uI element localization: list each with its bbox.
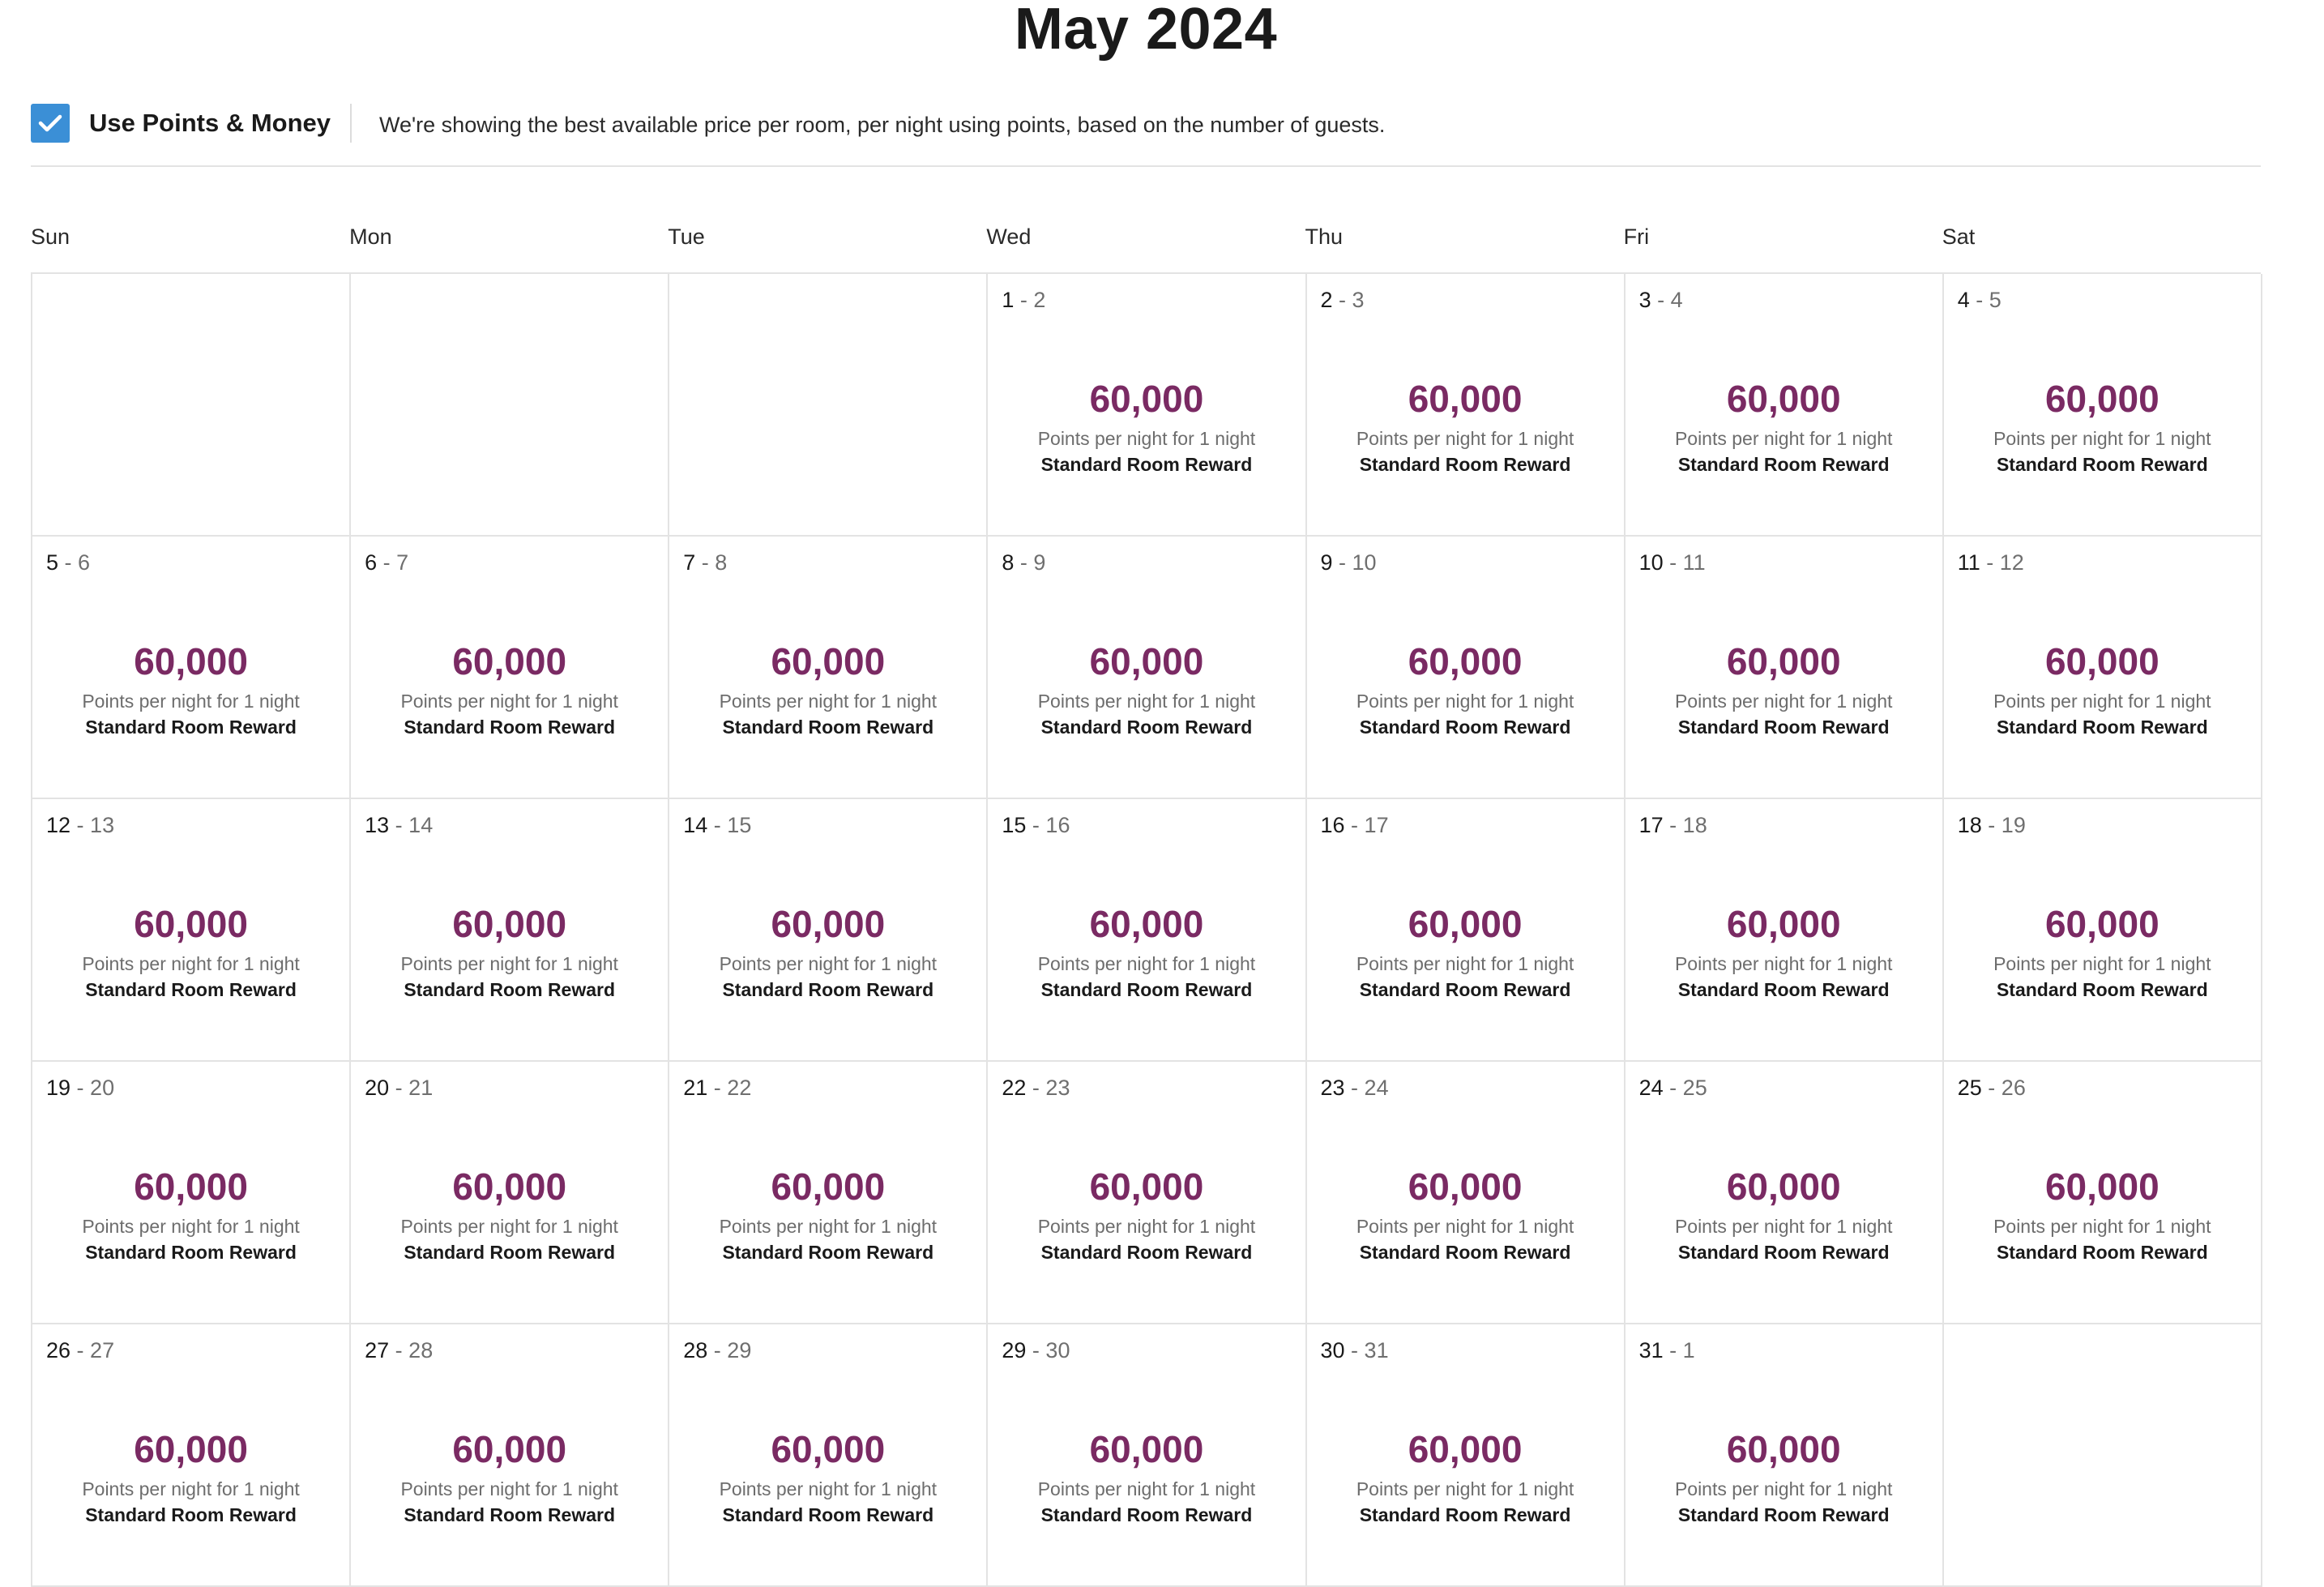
day-cell[interactable] bbox=[988, 274, 1306, 537]
points-price: 60,000 bbox=[134, 1428, 248, 1470]
points-price: 60,000 bbox=[2044, 378, 2160, 420]
room-reward-label: Standard Room Reward bbox=[1040, 454, 1253, 475]
date-range bbox=[683, 1073, 751, 1102]
date-separator: - bbox=[1344, 1076, 1365, 1100]
date-range bbox=[46, 811, 114, 840]
points-price: 60,000 bbox=[1408, 1166, 1523, 1208]
room-reward-label: Standard Room Reward bbox=[1677, 717, 1890, 738]
points-price: 60,000 bbox=[1089, 1428, 1204, 1470]
check-out-date: 31 bbox=[1364, 1338, 1389, 1362]
empty-day-cell bbox=[1944, 1324, 2262, 1587]
check-in-date: 21 bbox=[683, 1076, 708, 1100]
check-in-date: 28 bbox=[683, 1338, 708, 1362]
points-per-night-label: Points per night for 1 night bbox=[1993, 953, 2211, 974]
points-price: 60,000 bbox=[2044, 640, 2160, 682]
check-in-date: 13 bbox=[365, 813, 390, 837]
check-out-date: 9 bbox=[1033, 550, 1046, 575]
points-per-night-label: Points per night for 1 night bbox=[400, 1216, 618, 1237]
use-points-label[interactable]: Use Points & Money bbox=[89, 109, 331, 137]
date-separator: - bbox=[1980, 550, 2000, 575]
points-price: 60,000 bbox=[452, 1428, 567, 1470]
check-out-date: 8 bbox=[715, 550, 728, 575]
room-reward-label: Standard Room Reward bbox=[1359, 1504, 1571, 1525]
check-out-date: 15 bbox=[727, 813, 752, 837]
points-toolbar bbox=[31, 104, 2261, 167]
day-cell[interactable] bbox=[1626, 1062, 1944, 1324]
room-reward-label: Standard Room Reward bbox=[1677, 1504, 1890, 1525]
date-separator: - bbox=[70, 813, 91, 837]
day-cell[interactable] bbox=[988, 1324, 1306, 1587]
room-reward-label: Standard Room Reward bbox=[1359, 979, 1571, 1000]
date-range bbox=[1002, 285, 1045, 314]
room-reward-label: Standard Room Reward bbox=[1359, 454, 1571, 475]
points-per-night-label: Points per night for 1 night bbox=[1037, 1216, 1256, 1237]
date-range bbox=[46, 1073, 114, 1102]
day-cell[interactable] bbox=[32, 537, 351, 799]
points-per-night-label: Points per night for 1 night bbox=[1993, 1216, 2211, 1237]
date-separator: - bbox=[1026, 1338, 1046, 1362]
points-price: 60,000 bbox=[771, 1428, 886, 1470]
weekday-tue: Tue bbox=[668, 225, 705, 249]
toolbar-divider bbox=[350, 104, 352, 143]
points-price: 60,000 bbox=[1726, 640, 1841, 682]
date-range bbox=[365, 548, 408, 577]
check-in-date: 4 bbox=[1957, 288, 1970, 312]
day-cell[interactable] bbox=[1626, 274, 1944, 537]
date-range bbox=[1639, 285, 1683, 314]
points-per-night-label: Points per night for 1 night bbox=[400, 1478, 618, 1499]
date-range bbox=[1321, 548, 1377, 577]
check-out-date: 13 bbox=[90, 813, 115, 837]
points-price: 60,000 bbox=[1726, 1166, 1841, 1208]
points-per-night-label: Points per night for 1 night bbox=[719, 953, 938, 974]
day-cell[interactable] bbox=[1944, 1062, 2262, 1324]
day-cell[interactable] bbox=[351, 1062, 669, 1324]
date-separator: - bbox=[1014, 550, 1034, 575]
points-per-night-label: Points per night for 1 night bbox=[1674, 428, 1893, 449]
points-price: 60,000 bbox=[2044, 1166, 2160, 1208]
check-out-date: 16 bbox=[1045, 813, 1070, 837]
room-reward-label: Standard Room Reward bbox=[85, 1242, 297, 1263]
date-range bbox=[1321, 1073, 1389, 1102]
date-separator: - bbox=[1663, 813, 1683, 837]
check-in-date: 10 bbox=[1638, 550, 1664, 575]
day-cell[interactable] bbox=[32, 799, 351, 1062]
weekday-wed: Wed bbox=[986, 225, 1032, 249]
points-per-night-label: Points per night for 1 night bbox=[1356, 1478, 1574, 1499]
room-reward-label: Standard Room Reward bbox=[404, 1242, 616, 1263]
date-range bbox=[1639, 1073, 1707, 1102]
weekday-fri: Fri bbox=[1623, 225, 1650, 249]
points-per-night-label: Points per night for 1 night bbox=[400, 691, 618, 712]
date-range bbox=[365, 1073, 433, 1102]
weekday-sun: Sun bbox=[31, 225, 70, 249]
check-in-date: 22 bbox=[1002, 1076, 1027, 1100]
weekday-sat: Sat bbox=[1942, 225, 1976, 249]
date-range bbox=[46, 548, 90, 577]
room-reward-label: Standard Room Reward bbox=[1677, 1242, 1890, 1263]
room-reward-label: Standard Room Reward bbox=[85, 1504, 297, 1525]
room-reward-label: Standard Room Reward bbox=[1996, 979, 2208, 1000]
points-per-night-label: Points per night for 1 night bbox=[719, 1478, 938, 1499]
check-in-date: 8 bbox=[1002, 550, 1015, 575]
date-separator: - bbox=[70, 1076, 91, 1100]
date-separator: - bbox=[695, 550, 716, 575]
check-out-date: 7 bbox=[396, 550, 409, 575]
date-separator: - bbox=[1332, 550, 1352, 575]
weekday-thu: Thu bbox=[1305, 225, 1344, 249]
points-per-night-label: Points per night for 1 night bbox=[719, 691, 938, 712]
date-range bbox=[1321, 285, 1365, 314]
date-separator: - bbox=[1663, 1076, 1683, 1100]
points-price: 60,000 bbox=[1089, 903, 1204, 945]
check-in-date: 7 bbox=[683, 550, 696, 575]
room-reward-label: Standard Room Reward bbox=[1677, 454, 1890, 475]
points-per-night-label: Points per night for 1 night bbox=[1037, 428, 1256, 449]
room-reward-label: Standard Room Reward bbox=[1359, 717, 1571, 738]
day-cell[interactable] bbox=[1307, 274, 1626, 537]
date-separator: - bbox=[1981, 1076, 2001, 1100]
points-per-night-label: Points per night for 1 night bbox=[82, 691, 300, 712]
check-in-date: 9 bbox=[1320, 550, 1333, 575]
check-out-date: 1 bbox=[1682, 1338, 1695, 1362]
check-in-date: 24 bbox=[1638, 1076, 1664, 1100]
room-reward-label: Standard Room Reward bbox=[404, 979, 616, 1000]
date-range bbox=[1958, 811, 2026, 840]
room-reward-label: Standard Room Reward bbox=[1040, 1504, 1253, 1525]
date-range bbox=[1002, 1336, 1070, 1365]
room-reward-label: Standard Room Reward bbox=[1040, 979, 1253, 1000]
points-price: 60,000 bbox=[1408, 640, 1523, 682]
room-reward-label: Standard Room Reward bbox=[722, 979, 934, 1000]
points-price: 60,000 bbox=[452, 1166, 567, 1208]
check-out-date: 23 bbox=[1045, 1076, 1070, 1100]
check-out-date: 27 bbox=[90, 1338, 115, 1362]
date-range bbox=[1958, 285, 2001, 314]
date-range bbox=[1321, 811, 1389, 840]
room-reward-label: Standard Room Reward bbox=[85, 979, 297, 1000]
points-per-night-label: Points per night for 1 night bbox=[82, 1478, 300, 1499]
check-in-date: 23 bbox=[1320, 1076, 1345, 1100]
day-cell[interactable] bbox=[1307, 537, 1626, 799]
date-separator: - bbox=[1344, 1338, 1365, 1362]
points-per-night-label: Points per night for 1 night bbox=[1674, 953, 1893, 974]
date-range bbox=[365, 1336, 433, 1365]
points-price: 60,000 bbox=[1408, 378, 1523, 420]
points-price: 60,000 bbox=[771, 1166, 886, 1208]
check-out-date: 10 bbox=[1352, 550, 1377, 575]
date-separator: - bbox=[377, 550, 397, 575]
date-separator: - bbox=[1663, 550, 1683, 575]
date-range bbox=[683, 1336, 751, 1365]
date-range bbox=[683, 548, 727, 577]
room-reward-label: Standard Room Reward bbox=[1040, 1242, 1253, 1263]
points-per-night-label: Points per night for 1 night bbox=[82, 953, 300, 974]
date-separator: - bbox=[389, 813, 409, 837]
checkmark-icon bbox=[38, 113, 62, 133]
date-separator: - bbox=[707, 1076, 728, 1100]
room-reward-label: Standard Room Reward bbox=[722, 1242, 934, 1263]
points-per-night-label: Points per night for 1 night bbox=[1356, 691, 1574, 712]
day-cell[interactable] bbox=[669, 799, 988, 1062]
check-in-date: 12 bbox=[46, 813, 71, 837]
check-out-date: 25 bbox=[1682, 1076, 1707, 1100]
points-price: 60,000 bbox=[771, 640, 886, 682]
date-separator: - bbox=[389, 1076, 409, 1100]
points-per-night-label: Points per night for 1 night bbox=[1037, 953, 1256, 974]
points-price: 60,000 bbox=[1726, 903, 1841, 945]
check-out-date: 22 bbox=[727, 1076, 752, 1100]
check-in-date: 27 bbox=[365, 1338, 390, 1362]
check-in-date: 1 bbox=[1002, 288, 1015, 312]
check-out-date: 14 bbox=[408, 813, 434, 837]
date-separator: - bbox=[1332, 288, 1352, 312]
day-cell[interactable] bbox=[1626, 537, 1944, 799]
date-range bbox=[1321, 1336, 1389, 1365]
check-out-date: 2 bbox=[1033, 288, 1046, 312]
check-in-date: 20 bbox=[365, 1076, 390, 1100]
empty-day-cell bbox=[669, 274, 988, 537]
date-separator: - bbox=[1026, 1076, 1046, 1100]
check-in-date: 2 bbox=[1320, 288, 1333, 312]
date-range bbox=[683, 811, 751, 840]
check-out-date: 26 bbox=[2001, 1076, 2026, 1100]
day-cell[interactable] bbox=[1626, 799, 1944, 1062]
month-title: May 2024 bbox=[1014, 0, 1278, 62]
check-out-date: 17 bbox=[1364, 813, 1389, 837]
date-range bbox=[46, 1336, 114, 1365]
points-price: 60,000 bbox=[771, 903, 886, 945]
day-cell[interactable] bbox=[1307, 799, 1626, 1062]
check-out-date: 12 bbox=[1999, 550, 2024, 575]
points-per-night-label: Points per night for 1 night bbox=[719, 1216, 938, 1237]
check-in-date: 25 bbox=[1957, 1076, 1982, 1100]
check-in-date: 3 bbox=[1638, 288, 1651, 312]
day-cell[interactable] bbox=[988, 799, 1306, 1062]
date-separator: - bbox=[1651, 288, 1671, 312]
day-cell[interactable] bbox=[32, 1324, 351, 1587]
points-per-night-label: Points per night for 1 night bbox=[82, 1216, 300, 1237]
day-cell[interactable] bbox=[669, 537, 988, 799]
date-range bbox=[1002, 1073, 1070, 1102]
room-reward-label: Standard Room Reward bbox=[1996, 1242, 2208, 1263]
date-separator: - bbox=[1026, 813, 1046, 837]
check-in-date: 19 bbox=[46, 1076, 71, 1100]
use-points-checkbox[interactable] bbox=[31, 104, 70, 143]
date-range bbox=[365, 811, 433, 840]
check-out-date: 19 bbox=[2001, 813, 2026, 837]
check-in-date: 18 bbox=[1957, 813, 1982, 837]
room-reward-label: Standard Room Reward bbox=[1040, 717, 1253, 738]
day-cell[interactable] bbox=[1626, 1324, 1944, 1587]
points-price: 60,000 bbox=[134, 640, 248, 682]
room-reward-label: Standard Room Reward bbox=[722, 1504, 934, 1525]
points-price: 60,000 bbox=[452, 903, 567, 945]
room-reward-label: Standard Room Reward bbox=[404, 1504, 616, 1525]
points-price: 60,000 bbox=[134, 1166, 248, 1208]
room-reward-label: Standard Room Reward bbox=[404, 717, 616, 738]
weekday-mon: Mon bbox=[349, 225, 392, 249]
check-out-date: 20 bbox=[90, 1076, 115, 1100]
date-range bbox=[1639, 548, 1706, 577]
day-cell[interactable] bbox=[988, 537, 1306, 799]
check-in-date: 30 bbox=[1320, 1338, 1345, 1362]
points-per-night-label: Points per night for 1 night bbox=[1356, 428, 1574, 449]
empty-day-cell bbox=[32, 274, 351, 537]
points-price: 60,000 bbox=[1408, 1428, 1523, 1470]
points-per-night-label: Points per night for 1 night bbox=[1674, 691, 1893, 712]
weekday-header bbox=[31, 220, 2261, 253]
date-range bbox=[1002, 811, 1070, 840]
date-separator: - bbox=[1014, 288, 1034, 312]
day-cell[interactable] bbox=[1944, 537, 2262, 799]
check-out-date: 18 bbox=[1682, 813, 1707, 837]
check-out-date: 4 bbox=[1670, 288, 1683, 312]
points-price: 60,000 bbox=[1408, 903, 1523, 945]
date-separator: - bbox=[707, 813, 728, 837]
points-price: 60,000 bbox=[1089, 378, 1204, 420]
points-price: 60,000 bbox=[2044, 903, 2160, 945]
date-range bbox=[1958, 548, 2024, 577]
calendar-grid bbox=[31, 272, 2261, 1587]
check-in-date: 16 bbox=[1320, 813, 1345, 837]
check-out-date: 6 bbox=[78, 550, 91, 575]
day-cell[interactable] bbox=[1944, 799, 2262, 1062]
check-in-date: 26 bbox=[46, 1338, 71, 1362]
day-cell[interactable] bbox=[1944, 274, 2262, 537]
empty-day-cell bbox=[351, 274, 669, 537]
check-in-date: 14 bbox=[683, 813, 708, 837]
date-separator: - bbox=[1981, 813, 2001, 837]
check-out-date: 3 bbox=[1352, 288, 1365, 312]
date-separator: - bbox=[58, 550, 79, 575]
points-price: 60,000 bbox=[1726, 1428, 1841, 1470]
room-reward-label: Standard Room Reward bbox=[722, 717, 934, 738]
points-per-night-label: Points per night for 1 night bbox=[1674, 1216, 1893, 1237]
date-separator: - bbox=[389, 1338, 409, 1362]
points-per-night-label: Points per night for 1 night bbox=[1674, 1478, 1893, 1499]
date-separator: - bbox=[1969, 288, 1989, 312]
check-in-date: 15 bbox=[1002, 813, 1027, 837]
day-cell[interactable] bbox=[351, 1324, 669, 1587]
points-price: 60,000 bbox=[1089, 640, 1204, 682]
points-price: 60,000 bbox=[1089, 1166, 1204, 1208]
day-cell[interactable] bbox=[1307, 1062, 1626, 1324]
pricing-info-text: We're showing the best available price per room, per night using points, based on the number of guests. bbox=[379, 113, 1386, 137]
room-reward-label: Standard Room Reward bbox=[85, 717, 297, 738]
date-range bbox=[1958, 1073, 2026, 1102]
points-price: 60,000 bbox=[452, 640, 567, 682]
date-range bbox=[1639, 1336, 1695, 1365]
day-cell[interactable] bbox=[351, 537, 669, 799]
day-cell[interactable] bbox=[32, 1062, 351, 1324]
check-out-date: 24 bbox=[1364, 1076, 1389, 1100]
date-separator: - bbox=[707, 1338, 728, 1362]
check-in-date: 31 bbox=[1638, 1338, 1664, 1362]
day-cell[interactable] bbox=[1307, 1324, 1626, 1587]
day-cell[interactable] bbox=[669, 1062, 988, 1324]
room-reward-label: Standard Room Reward bbox=[1996, 717, 2208, 738]
date-range bbox=[1002, 548, 1045, 577]
points-per-night-label: Points per night for 1 night bbox=[400, 953, 618, 974]
date-separator: - bbox=[70, 1338, 91, 1362]
points-per-night-label: Points per night for 1 night bbox=[1356, 1216, 1574, 1237]
points-price: 60,000 bbox=[1726, 378, 1841, 420]
points-price: 60,000 bbox=[134, 903, 248, 945]
check-out-date: 11 bbox=[1682, 550, 1706, 575]
day-cell[interactable] bbox=[351, 799, 669, 1062]
date-separator: - bbox=[1663, 1338, 1683, 1362]
points-per-night-label: Points per night for 1 night bbox=[1993, 428, 2211, 449]
room-reward-label: Standard Room Reward bbox=[1996, 454, 2208, 475]
check-out-date: 21 bbox=[408, 1076, 434, 1100]
day-cell[interactable] bbox=[669, 1324, 988, 1587]
check-in-date: 17 bbox=[1638, 813, 1664, 837]
check-out-date: 5 bbox=[1989, 288, 2001, 312]
date-separator: - bbox=[1344, 813, 1365, 837]
points-per-night-label: Points per night for 1 night bbox=[1993, 691, 2211, 712]
check-in-date: 11 bbox=[1957, 550, 1980, 575]
check-in-date: 29 bbox=[1002, 1338, 1027, 1362]
check-out-date: 29 bbox=[727, 1338, 752, 1362]
room-reward-label: Standard Room Reward bbox=[1359, 1242, 1571, 1263]
day-cell[interactable] bbox=[988, 1062, 1306, 1324]
check-in-date: 6 bbox=[365, 550, 378, 575]
points-per-night-label: Points per night for 1 night bbox=[1037, 1478, 1256, 1499]
points-per-night-label: Points per night for 1 night bbox=[1037, 691, 1256, 712]
check-in-date: 5 bbox=[46, 550, 59, 575]
room-reward-label: Standard Room Reward bbox=[1677, 979, 1890, 1000]
points-per-night-label: Points per night for 1 night bbox=[1356, 953, 1574, 974]
check-out-date: 30 bbox=[1045, 1338, 1070, 1362]
check-out-date: 28 bbox=[408, 1338, 434, 1362]
date-range bbox=[1639, 811, 1707, 840]
